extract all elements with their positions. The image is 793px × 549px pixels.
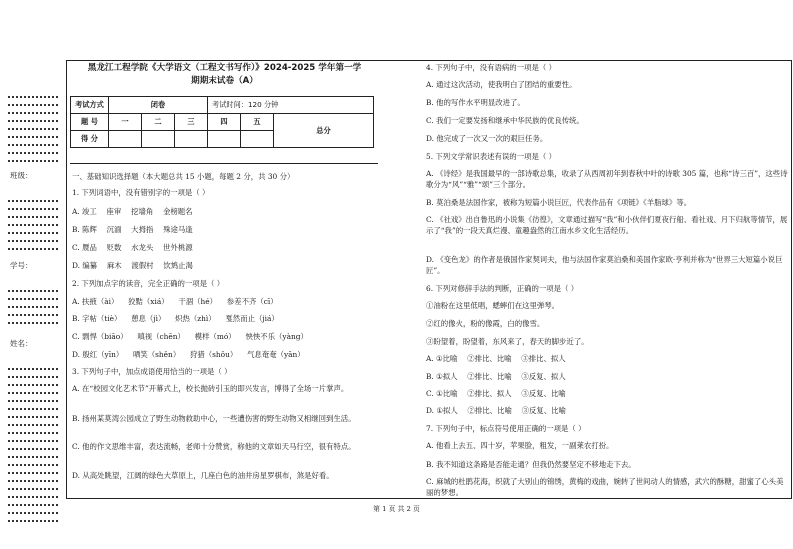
dotted-line <box>8 322 58 324</box>
page-footer: 第 1 页 共 2 页 <box>373 505 420 513</box>
q-number: 四 <box>208 114 241 131</box>
dotted-line <box>8 496 58 498</box>
name-label: 姓名： <box>10 339 33 348</box>
dotted-line <box>8 456 58 458</box>
dotted-line <box>8 400 58 402</box>
dotted-line <box>8 314 58 316</box>
exam-title-line1: 黑龙江工程学院《大学语文（工程文书写作）》2024-2025 学年第一学 <box>87 63 362 73</box>
exam-title <box>72 62 377 88</box>
dotted-line <box>8 298 58 300</box>
question-stem: 3. 下列句子中，加点成语使用恰当的一项是（ ） <box>72 367 232 376</box>
dotted-line <box>8 224 58 226</box>
dotted-line <box>8 432 58 434</box>
dotted-line <box>8 472 58 474</box>
dotted-line <box>8 232 58 234</box>
score-cell[interactable] <box>241 131 274 148</box>
question-option: C. 麻城的杜鹃花海，织就了大别山的锦绣，黄梅的戏曲，婉转了世间动人的情感，武穴的酥糖，甜蜜了心头美丽的梦想。 <box>426 477 784 497</box>
dotted-line <box>8 144 58 146</box>
dotted-line <box>8 152 58 154</box>
dotted-line <box>8 464 58 466</box>
dotted-line <box>8 376 58 378</box>
question-option: B. 字帖（tiè） 憩息（jì） 炽热（zhì） 戛然而止（jiá） <box>72 314 279 323</box>
question-option: C. 《社戏》出自鲁迅的小说集《彷徨》，文章通过描写“我”和小伙伴们夏夜行船、看社戏、月下归航等情节，展示了“我”的一段天真烂漫、童趣盎然的江南水乡文化生活经历。 <box>426 215 788 235</box>
dotted-line <box>8 368 58 370</box>
dotted-line <box>8 200 58 202</box>
divider <box>70 163 378 164</box>
dotted-line <box>8 408 58 410</box>
dotted-line <box>8 248 58 250</box>
question-option: A. 扶掖（ài） 狡黠（xiá） 干涸（hé） 参差不齐（cī） <box>72 297 278 306</box>
dotted-line <box>8 290 58 292</box>
dotted-line <box>8 160 58 162</box>
question-option: D. 从高处眺望，江阔的绿色大草原上，几座白色的油井房星罗棋布，煞是好看。 <box>72 471 334 480</box>
question-option: B. ①拟人 ②排比、比喻 ③反复、拟人 <box>426 372 566 381</box>
score-cell[interactable] <box>109 131 142 148</box>
question-stem: 7. 下列句子中，标点符号使用正确的一项是（ ） <box>426 424 586 433</box>
question-option: A. 他看上去五、四十岁，苹果脸，粗发，一副莱农打扮。 <box>426 441 614 450</box>
question-option: A. 《诗经》是我国最早的一部诗歌总集，收录了从西周初年到春秋中叶的诗歌 305 篇，也称“诗三百”，这些诗歌分为“风”“雅”“颂”三个部分。 <box>426 169 788 189</box>
score-cell[interactable] <box>208 131 241 148</box>
question-option: ③盼望着，盼望着，东风来了，春天的脚步近了。 <box>426 337 589 346</box>
dotted-line <box>8 96 58 98</box>
question-stem: 1. 下列词语中，没有错别字的一项是（ ） <box>72 188 210 197</box>
question-option: D. ①拟人 ②排比、比喻 ③反复、比喻 <box>426 406 566 415</box>
question-option: B. 扬州某莫湾公园成立了野生动物救助中心，一些遭伤害的野生动物又相继回到生活。 <box>72 414 356 423</box>
dotted-line <box>8 240 58 242</box>
dotted-line <box>8 392 58 394</box>
dotted-line <box>8 120 58 122</box>
dotted-line <box>8 440 58 442</box>
question-option: D. 《变色龙》的作者是俄国作家契诃夫，他与法国作家莫泊桑和美国作家欧·亨利并称为“世界三大短篇小说巨匠”。 <box>426 255 783 275</box>
q-number: 一 <box>109 114 142 131</box>
question-number-label: 题 号 <box>71 114 109 131</box>
question-stem: 6. 下列对修辞手法的判断，正确的一项是（ ） <box>426 284 579 293</box>
exam-title-line2: 期期末试卷（A） <box>191 76 258 86</box>
total-score-label: 总分 <box>274 114 374 148</box>
student-id-label: 学号： <box>10 261 33 270</box>
q-number: 五 <box>241 114 274 131</box>
dotted-line <box>8 128 58 130</box>
question-option: A. ①比喻 ②排比、比喻 ③排比、拟人 <box>426 354 566 363</box>
score-label: 得 分 <box>71 131 109 148</box>
q-number: 三 <box>175 114 208 131</box>
dotted-line <box>8 306 58 308</box>
dotted-line <box>8 424 58 426</box>
question-stem: 5. 下列文学常识表述有误的一项是（ ） <box>426 152 557 161</box>
exam-form-value: 闭卷 <box>109 97 208 114</box>
dotted-line <box>8 104 58 106</box>
question-stem: 2. 下列加点字的读音，完全正确的一项是（ ） <box>72 279 225 288</box>
question-option: B. 他的写作水平明显改进了。 <box>426 98 525 107</box>
question-option: D. 殷红（yīn） 哂笑（shěn） 狩猎（shǒu） 气息奄奄（yān） <box>72 350 305 359</box>
question-option: C. ①比喻 ②排比、拟人 ③反复、比喻 <box>426 389 566 398</box>
question-option: B. 我不知道这条路是否能走通？但我仍然要坚定不移地走下去。 <box>426 460 636 469</box>
score-cell[interactable] <box>175 131 208 148</box>
question-stem: 4. 下列句子中，没有语病的一项是（ ） <box>426 63 557 72</box>
question-option: C. 赝品 贬数 水龙头 世外桃源 <box>72 243 193 252</box>
dotted-line <box>8 520 58 522</box>
dotted-line <box>8 480 58 482</box>
exam-time: 考试时间：120 分钟 <box>208 97 374 114</box>
dotted-line <box>8 208 58 210</box>
question-option: ①油粉在这里低唱，蟋蟀们在这里弹琴。 <box>426 301 560 310</box>
section-heading: 一、基础知识选择题（本大题总共 15 小题，每题 2 分，共 30 分） <box>72 172 295 181</box>
question-option: ②红的像火，粉的像霞，白的像雪。 <box>426 319 545 328</box>
class-label: 班级： <box>10 171 33 180</box>
dotted-line <box>8 216 58 218</box>
dotted-line <box>8 488 58 490</box>
exam-form-label: 考试方式 <box>71 97 109 114</box>
score-cell[interactable] <box>142 131 175 148</box>
question-option: A. 通过这次活动，使我明白了团结的重要性。 <box>426 80 577 89</box>
question-option: C. 他的作文思维丰富，表达流畅，老师十分赞赏，称他的文章如天马行空，很有特点。 <box>72 442 356 451</box>
question-option: A. 在“校园文化艺术节”开幕式上，校长抛砖引玉的即兴发言，博得了全场一片掌声。 <box>72 384 349 393</box>
question-option: D. 编纂 麻木 渡假村 饮鸩止渴 <box>72 261 193 270</box>
dotted-line <box>8 136 58 138</box>
question-option: A. 竣工 座审 挖墙角 金榜题名 <box>72 207 193 216</box>
question-option: C. 剽悍（biāo） 嗔视（chēn） 模样（mó） 怏怏不乐（yàng） <box>72 332 308 341</box>
binding-margin <box>0 0 62 549</box>
score-table <box>70 96 374 148</box>
dotted-line <box>8 112 58 114</box>
dotted-line <box>8 416 58 418</box>
question-option: D. 他完成了一次又一次的艰巨任务。 <box>426 134 548 143</box>
question-option: B. 莫泊桑是法国作家，被称为短篇小说巨匠，代表作品有《项链》《羊脂球》等。 <box>426 198 692 207</box>
dotted-line <box>8 448 58 450</box>
q-number: 二 <box>142 114 175 131</box>
dotted-line <box>8 384 58 386</box>
question-option: B. 陈辉 沉湎 大拇指 殊途马逢 <box>72 225 193 234</box>
question-option: C. 我们一定要发扬和继承中华民族的优良传统。 <box>426 116 584 125</box>
